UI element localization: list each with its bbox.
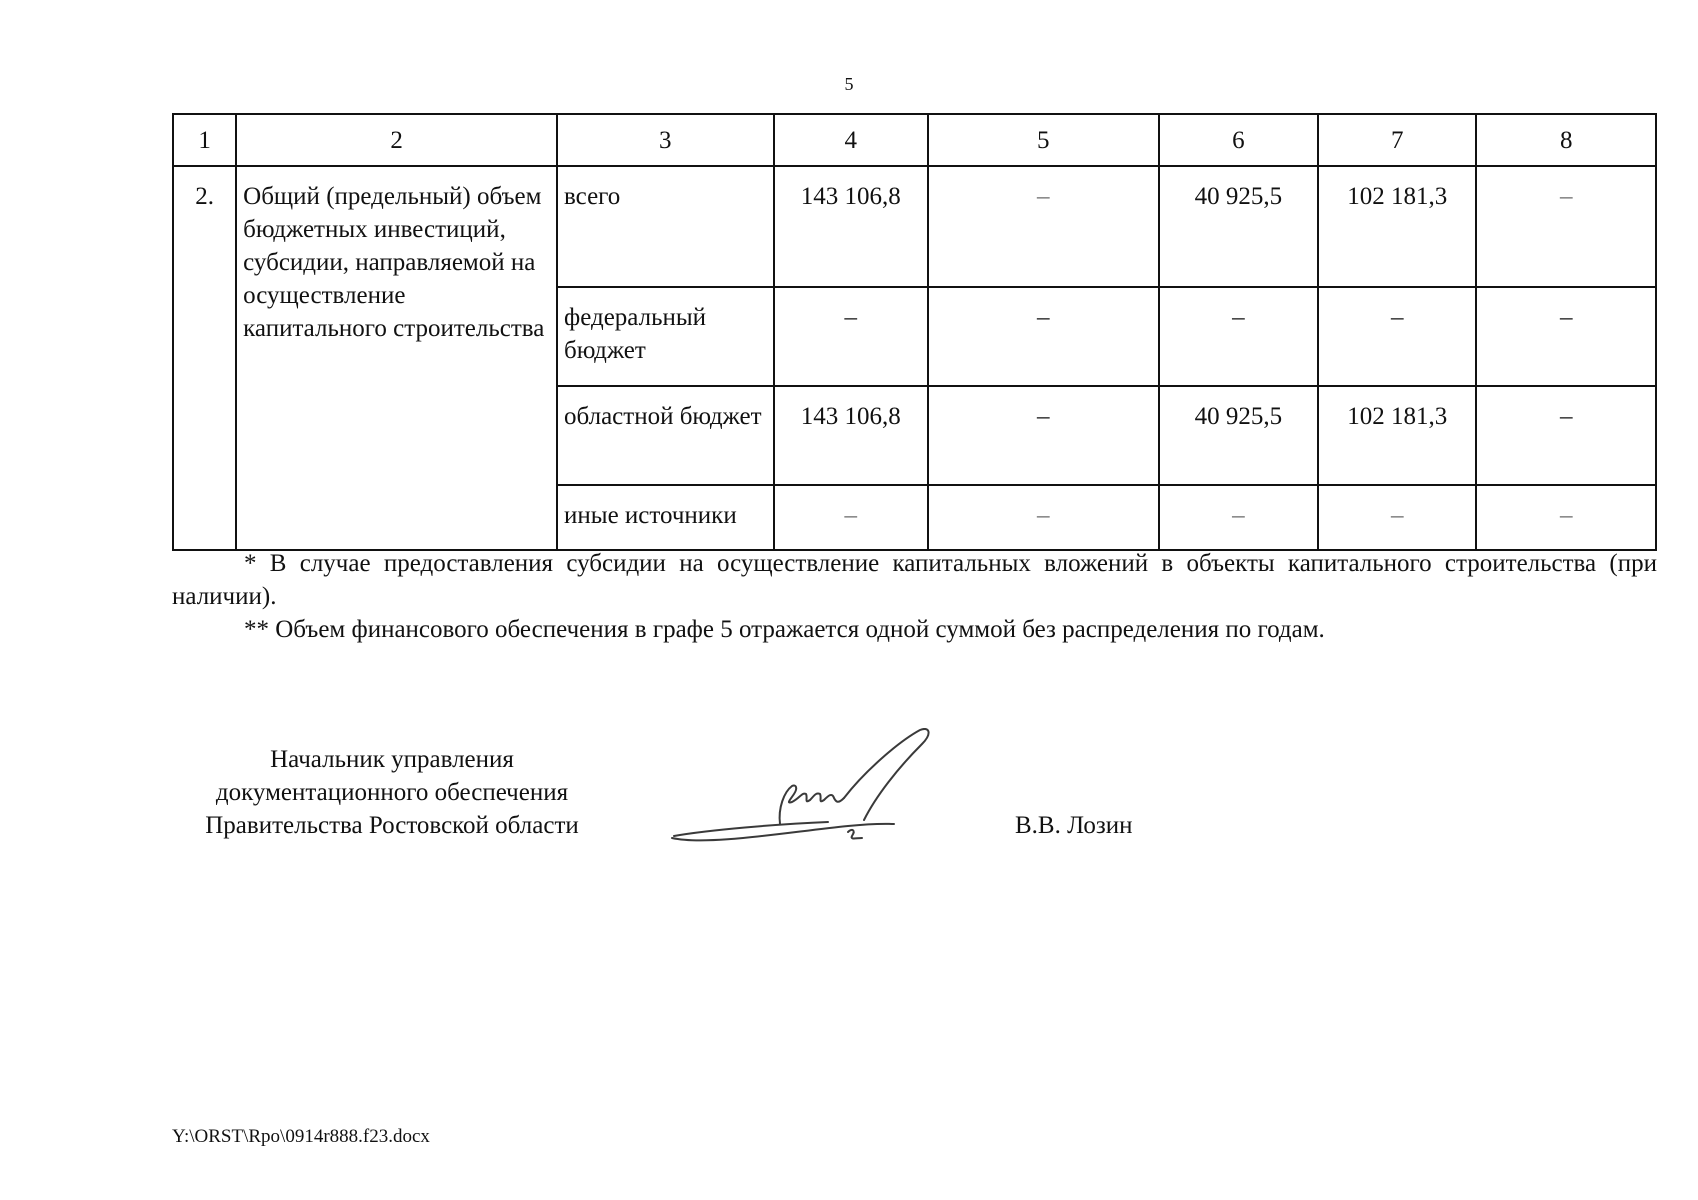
value-cell: – (1159, 485, 1318, 550)
header-cell-2: 2 (236, 114, 557, 166)
table-row (173, 166, 1656, 287)
value-cell: – (1159, 287, 1318, 386)
value-cell: 143 106,8 (774, 166, 928, 287)
header-cell-1: 1 (173, 114, 236, 166)
header-cell-7: 7 (1318, 114, 1476, 166)
value-cell: – (1318, 485, 1476, 550)
signatory-title-line: Начальник управления (270, 746, 514, 773)
signatory-title (172, 743, 612, 842)
value-cell: 40 925,5 (1159, 166, 1318, 287)
header-cell-6: 6 (1159, 114, 1318, 166)
budget-table (172, 113, 1657, 551)
value-cell: – (1476, 166, 1656, 287)
value-cell: 102 181,3 (1318, 166, 1476, 287)
row-name-cell: Общий (предельный) объем бюджетных инвестиций, субсидии, направляемой на осуществление капитального строительства (236, 166, 557, 550)
source-cell-regional: областной бюджет (557, 386, 774, 485)
header-cell-5: 5 (928, 114, 1159, 166)
page-number: 5 (844, 74, 854, 94)
value-cell: – (1476, 386, 1656, 485)
value-cell: – (928, 287, 1159, 386)
value-cell: 102 181,3 (1318, 386, 1476, 485)
signatory-title-line: документационного обеспечения (215, 779, 569, 806)
value-cell: 40 925,5 (1159, 386, 1318, 485)
source-cell-federal: федеральный бюджет (557, 287, 774, 386)
value-cell: – (1476, 287, 1656, 386)
value-cell: – (774, 287, 928, 386)
value-cell: – (1476, 485, 1656, 550)
source-cell-other: иные источники (557, 485, 774, 550)
value-cell: – (928, 386, 1159, 485)
footer-file-path: Y:\ORST\Rpo\0914r888.f23.docx (172, 1126, 430, 1147)
value-cell: – (928, 485, 1159, 550)
source-cell-total: всего (557, 166, 774, 287)
handwritten-signature (668, 728, 968, 858)
signatory-title-line: Правительства Ростовской области (205, 812, 579, 839)
row-number-cell: 2. (173, 166, 236, 550)
value-cell: – (928, 166, 1159, 287)
header-cell-4: 4 (774, 114, 928, 166)
footnote-subsidy: * В случае предоставления субсидии на осуществление капитальных вложений в объекты капитального строительства (при наличии). (172, 550, 1657, 610)
footnote-financing: ** Объем финансового обеспечения в графе 5 отражается одной суммой без распределения по годам. (244, 616, 1325, 643)
table-header-row (173, 114, 1656, 166)
header-cell-3: 3 (557, 114, 774, 166)
value-cell: 143 106,8 (774, 386, 928, 485)
header-cell-8: 8 (1476, 114, 1656, 166)
value-cell: – (1318, 287, 1476, 386)
value-cell: – (774, 485, 928, 550)
signatory-name: В.В. Лозин (1015, 812, 1133, 839)
